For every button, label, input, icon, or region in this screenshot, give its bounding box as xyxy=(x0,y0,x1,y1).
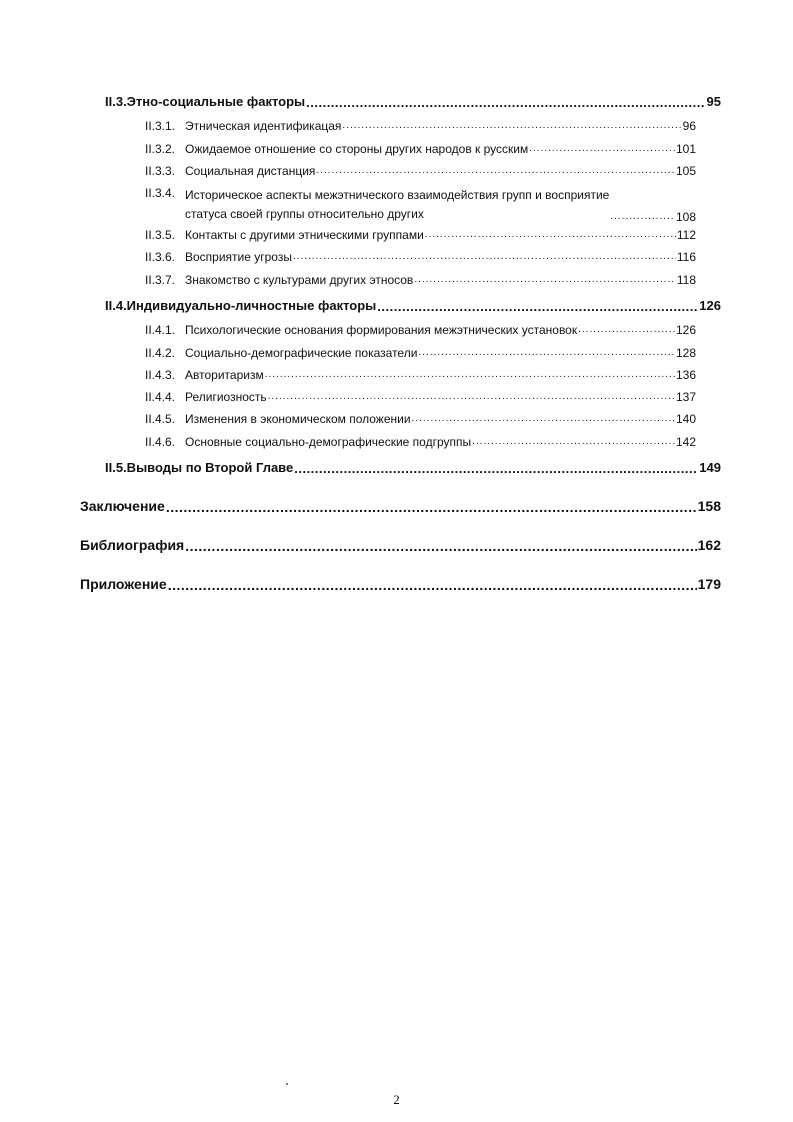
page-number: 2 xyxy=(393,1092,400,1107)
toc-entry-page: 158 xyxy=(697,498,721,514)
toc-entry-title: Ожидаемое отношение со стороны других народов к русским xyxy=(185,142,529,156)
toc-entry-title: Этническая идентификацая xyxy=(185,119,342,133)
toc-entry-number: II.3.6. xyxy=(145,250,176,264)
scan-speck xyxy=(286,1083,288,1085)
toc-entry-page: 96 xyxy=(682,119,696,133)
toc-entry-number: II.4.3. xyxy=(145,368,176,382)
toc-entry-title: Заключение xyxy=(80,498,165,514)
leader-dots xyxy=(425,230,676,242)
toc-entry-number: II.4.5. xyxy=(145,412,176,426)
toc-entry-2-3-5[interactable] xyxy=(145,228,696,242)
toc-entry-page: 116 xyxy=(676,250,696,264)
toc-entry-number: II.3.7. xyxy=(145,273,176,287)
leader-dots xyxy=(412,414,675,426)
leader-dots xyxy=(265,370,675,382)
toc-entry-page: 126 xyxy=(699,298,721,313)
toc-entry-section-2-5[interactable] xyxy=(105,460,721,475)
toc-entry-page: 118 xyxy=(676,273,696,287)
leader-dots xyxy=(578,325,675,337)
toc-entry-page: 95 xyxy=(706,94,721,109)
leader-dots xyxy=(377,300,698,313)
toc-entry-conclusion[interactable] xyxy=(80,498,721,514)
toc-entry-bibliography[interactable] xyxy=(80,537,721,553)
toc-entry-number: II.3.1. xyxy=(145,119,176,133)
toc-entry-title-line-1: Историческое аспекты межэтнического взаимодействия групп и восприятие xyxy=(185,188,610,202)
toc-entry-page: 179 xyxy=(697,576,721,592)
toc-entry-2-3-6[interactable] xyxy=(145,250,696,264)
toc-entry-2-3-3[interactable] xyxy=(145,164,696,178)
toc-entry-section-2-4[interactable] xyxy=(105,298,721,313)
toc-entry-page: 140 xyxy=(675,412,696,426)
toc-entry-2-3-7[interactable] xyxy=(145,273,696,287)
toc-entry-title: Библиография xyxy=(80,537,185,553)
toc-entry-2-4-4[interactable] xyxy=(145,390,696,404)
toc-entry-title: Социально-демографические показатели xyxy=(185,346,418,360)
toc-entry-2-4-1[interactable] xyxy=(145,323,696,337)
toc-entry-number: II.4.1. xyxy=(145,323,176,337)
leader-dots xyxy=(472,437,675,449)
toc-entry-title: II.4.Индивидуально-личностные факторы xyxy=(105,298,377,313)
toc-entry-page: 101 xyxy=(675,142,696,156)
toc-entry-page: 105 xyxy=(675,164,696,178)
leader-dots xyxy=(268,392,675,404)
toc-entry-title: Социальная дистанция xyxy=(185,164,316,178)
leader-dots xyxy=(306,96,705,109)
toc-entry-2-3-2[interactable] xyxy=(145,142,696,156)
toc-entry-page: 136 xyxy=(675,368,696,382)
toc-entry-section-2-3[interactable] xyxy=(105,94,721,109)
toc-entry-2-3-1[interactable] xyxy=(145,119,696,133)
toc-entry-title: Религиозность xyxy=(185,390,267,404)
toc-entry-number: II.3.4. xyxy=(145,186,176,200)
leader-dots xyxy=(294,462,698,475)
leader-dots xyxy=(166,500,697,514)
toc-entry-title: Основные социально-демографические подгруппы xyxy=(185,435,472,449)
leader-dots xyxy=(342,121,681,133)
toc-entry-appendix[interactable] xyxy=(80,576,721,592)
toc-entry-title: Психологические основания формирования межэтнических установок xyxy=(185,323,578,337)
toc-entry-number: II.3.3. xyxy=(145,164,176,178)
toc-entry-page: 108 xyxy=(675,210,696,224)
toc-entry-page: 112 xyxy=(676,228,696,242)
toc-entry-page: 149 xyxy=(699,460,721,475)
toc-entry-page: 137 xyxy=(675,390,696,404)
leader-dots xyxy=(316,166,675,178)
toc-entry-title: Приложение xyxy=(80,576,167,592)
toc-entry-page: 162 xyxy=(697,537,721,553)
leader-dots xyxy=(529,144,675,156)
toc-entry-page: 128 xyxy=(675,346,696,360)
toc-entry-2-4-5[interactable] xyxy=(145,412,696,426)
toc-entry-title: Авторитаризм xyxy=(185,368,264,382)
leader-dots xyxy=(185,539,696,553)
toc-entry-title-line-2: статуса своей группы относительно других xyxy=(185,207,424,221)
toc-entry-title: Восприятие угрозы xyxy=(185,250,292,264)
toc-entry-2-4-6[interactable] xyxy=(145,435,696,449)
toc-entry-number: II.4.4. xyxy=(145,390,176,404)
toc-entry-number: II.3.5. xyxy=(145,228,176,242)
leader-dots xyxy=(418,348,675,360)
toc-entry-number: II.3.2. xyxy=(145,142,176,156)
toc-entry-title: Контакты с другими этническими группами xyxy=(185,228,424,242)
toc-entry-2-4-3[interactable] xyxy=(145,368,696,382)
toc-entry-2-4-2[interactable] xyxy=(145,346,696,360)
toc-entry-title: II.3.Этно-социальные факторы xyxy=(105,94,306,109)
toc-entry-number: II.4.2. xyxy=(145,346,176,360)
leader-dots xyxy=(293,252,676,264)
leader-dots xyxy=(414,275,676,287)
toc-entry-title: II.5.Выводы по Второй Главе xyxy=(105,460,294,475)
toc-entry-number: II.4.6. xyxy=(145,435,176,449)
toc-entry-title: Знакомство с культурами других этносов xyxy=(185,273,414,287)
toc-entry-page: 142 xyxy=(675,435,696,449)
leader-dots xyxy=(610,212,675,224)
toc-entry-title: Изменения в экономическом положении xyxy=(185,412,411,426)
leader-dots xyxy=(168,578,697,592)
toc-entry-page: 126 xyxy=(675,323,696,337)
toc-entry-2-3-4[interactable] xyxy=(145,186,696,224)
